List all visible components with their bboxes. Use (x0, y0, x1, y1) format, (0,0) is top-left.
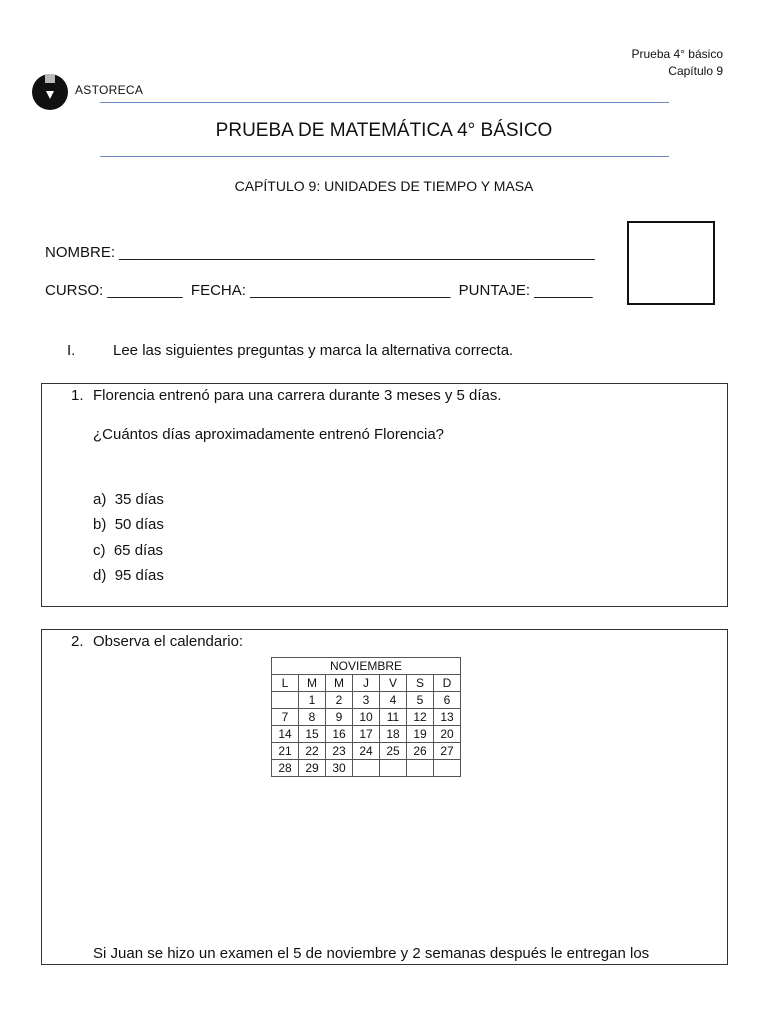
calendar-month: NOVIEMBRE (272, 658, 461, 675)
calendar-week-row (272, 709, 461, 726)
section-number: I. (67, 342, 76, 359)
day-cell: 13 (434, 709, 461, 726)
section-heading (67, 342, 513, 359)
calendar-weekday-row (272, 675, 461, 692)
day-cell: 22 (299, 743, 326, 760)
brand-name: ASTORECA (75, 83, 144, 97)
option-b[interactable] (93, 516, 164, 533)
option-text: 65 días (113, 542, 164, 559)
document-header-info (631, 46, 723, 80)
question-number: 2. (71, 633, 84, 650)
weekday-cell: L (272, 675, 299, 692)
day-cell: 6 (434, 692, 461, 709)
score-box (627, 221, 715, 305)
day-cell: 29 (299, 760, 326, 777)
calendar-week-row (272, 760, 461, 777)
option-letter: c) (93, 542, 106, 559)
option-text: 50 días (114, 516, 164, 533)
section-instruction: Lee las siguientes preguntas y marca la alternativa correcta. (113, 342, 514, 359)
option-text: 95 días (114, 567, 164, 584)
calendar-week-row (272, 743, 461, 760)
day-cell: 16 (326, 726, 353, 743)
day-cell: 23 (326, 743, 353, 760)
question-box-1 (41, 383, 728, 607)
day-cell: 15 (299, 726, 326, 743)
chapter-label: Capítulo 9 (668, 64, 723, 78)
calendar-week-row (272, 692, 461, 709)
day-cell: 27 (434, 743, 461, 760)
day-cell: 26 (407, 743, 434, 760)
day-cell: 5 (407, 692, 434, 709)
weekday-cell: J (353, 675, 380, 692)
day-cell (434, 760, 461, 777)
option-c[interactable] (93, 542, 163, 559)
option-d[interactable] (93, 567, 164, 584)
day-cell: 30 (326, 760, 353, 777)
question-number: 1. (71, 387, 84, 404)
question-followup: Si Juan se hizo un examen el 5 de noviembre y 2 semanas después le entregan los (93, 945, 650, 962)
calendar-week-row (272, 726, 461, 743)
day-cell: 1 (299, 692, 326, 709)
day-cell: 9 (326, 709, 353, 726)
course-label: Prueba 4° básico (631, 47, 723, 61)
name-field: NOMBRE: _________________________________________________________ (45, 244, 595, 261)
day-cell: 3 (353, 692, 380, 709)
question-text: Florencia entrenó para una carrera durante 3 meses y 5 días. (93, 387, 502, 404)
day-cell (380, 760, 407, 777)
day-cell: 12 (407, 709, 434, 726)
day-cell: 21 (272, 743, 299, 760)
day-cell: 18 (380, 726, 407, 743)
day-cell (353, 760, 380, 777)
weekday-cell: S (407, 675, 434, 692)
option-letter: a) (93, 491, 107, 508)
option-a[interactable] (93, 491, 164, 508)
option-text: 35 días (114, 491, 164, 508)
day-cell: 10 (353, 709, 380, 726)
day-cell: 25 (380, 743, 407, 760)
page-title: PRUEBA DE MATEMÁTICA 4° BÁSICO (215, 120, 553, 141)
page-subtitle: CAPÍTULO 9: UNIDADES DE TIEMPO Y MASA (234, 178, 534, 194)
question-text: Observa el calendario: (93, 633, 244, 650)
day-cell: 7 (272, 709, 299, 726)
day-cell: 28 (272, 760, 299, 777)
day-cell: 11 (380, 709, 407, 726)
day-cell: 19 (407, 726, 434, 743)
day-cell: 24 (353, 743, 380, 760)
calendar-table (271, 657, 461, 777)
day-cell: 4 (380, 692, 407, 709)
divider (100, 156, 669, 157)
day-cell: 17 (353, 726, 380, 743)
weekday-cell: M (326, 675, 353, 692)
option-letter: d) (93, 567, 107, 584)
day-cell (272, 692, 299, 709)
divider (100, 102, 669, 103)
weekday-cell: D (434, 675, 461, 692)
option-letter: b) (93, 516, 107, 533)
astoreca-logo-icon (32, 74, 68, 110)
question-prompt: ¿Cuántos días aproximadamente entrenó Florencia? (93, 426, 445, 443)
course-date-score-fields: CURSO: _________ FECHA: ________________________ PUNTAJE: _______ (45, 282, 593, 299)
day-cell (407, 760, 434, 777)
day-cell: 2 (326, 692, 353, 709)
day-cell: 8 (299, 709, 326, 726)
day-cell: 20 (434, 726, 461, 743)
day-cell: 14 (272, 726, 299, 743)
weekday-cell: V (380, 675, 407, 692)
weekday-cell: M (299, 675, 326, 692)
